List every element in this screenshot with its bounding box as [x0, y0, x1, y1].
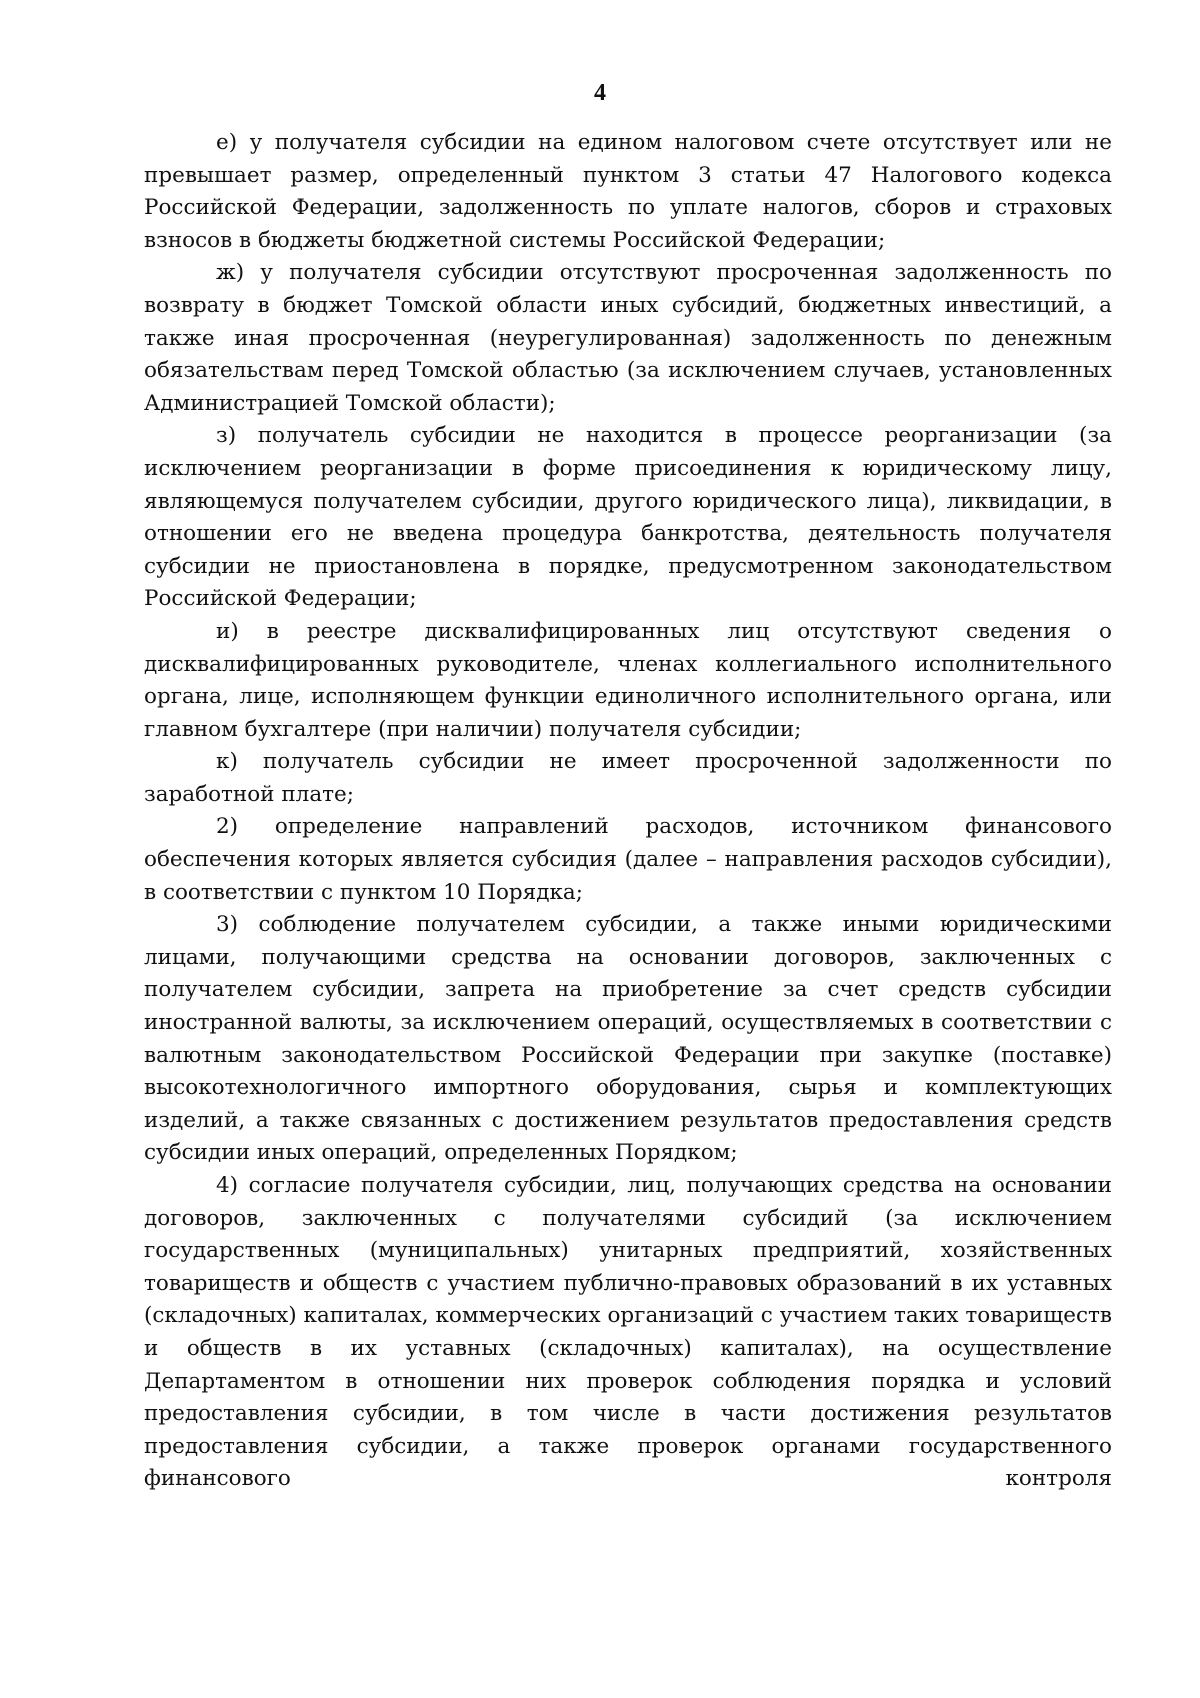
document-body	[144, 127, 1112, 1496]
paragraph-i: и) в реестре дисквалифицированных лиц отсутствуют сведения о дисквалифицированных руководителе, членах коллегиального исполнительного органа, лице, исполняющем функции единоличного исполнительного органа, или главном бухгалтере (при наличии) получателя субсидии;	[144, 618, 1112, 742]
paragraph-4: 4) согласие получателя субсидии, лиц, получающих средства на основании договоров, заключенных с получателями субсидий (за исключением государственных (муниципальных) унитарных предприятий, хозяйственных товариществ и обществ с участием публично-правовых образований в их уставных (складочных) капиталах, коммерческих организаций с участием таких товариществ и обществ в их уставных (складочных) капиталах), на осуществление Департаментом в отношении них проверок соблюдения порядка и условий предоставления субсидии, в том числе в части достижения результатов предоставления субсидии, а также проверок органами государственного финансового контроля	[144, 1173, 1112, 1492]
paragraph-zh: ж) у получателя субсидии отсутствуют просроченная задолженность по возврату в бюджет Томской области иных субсидий, бюджетных инвестиций, а также иная просроченная (неурегулированная) задолженность по денежным обязательствам перед Томской областью (за исключением случаев, установленных Администрацией Томской области);	[144, 260, 1112, 416]
paragraph-z: з) получатель субсидии не находится в процессе реорганизации (за исключением реорганизации в форме присоединения к юридическому лицу, являющемуся получателем субсидии, другого юридического лица), ликвидации, в отношении его не введена процедура банкротства, деятельность получателя субсидии не приостановлена в порядке, предусмотренном законодательством Российской Федерации;	[144, 423, 1112, 612]
paragraph-2: 2) определение направлений расходов, источником финансового обеспечения которых является субсидия (далее – направления расходов субсидии), в соответствии с пунктом 10 Порядка;	[144, 814, 1112, 905]
paragraph-3: 3) соблюдение получателем субсидии, а также иными юридическими лицами, получающими средства на основании договоров, заключенных с получателем субсидии, запрета на приобретение за счет средств субсидии иностранной валюты, за исключением операций, осуществляемых в соответствии с валютным законодательством Российской Федерации при закупке (поставке) высокотехнологичного импортного оборудования, сырья и комплектующих изделий, а также связанных с достижением результатов предоставления средств субсидии иных операций, определенных Порядком;	[144, 912, 1112, 1166]
paragraph-k: к) получатель субсидии не имеет просроченной задолженности по заработной плате;	[144, 749, 1112, 807]
paragraph-e: е) у получателя субсидии на едином налоговом счете отсутствует или не превышает размер, определенный пунктом 3 статьи 47 Налогового кодекса Российской Федерации, задолженность по уплате налогов, сборов и страховых взносов в бюджеты бюджетной системы Российской Федерации;	[144, 130, 1112, 253]
page-number: 4	[594, 80, 606, 106]
